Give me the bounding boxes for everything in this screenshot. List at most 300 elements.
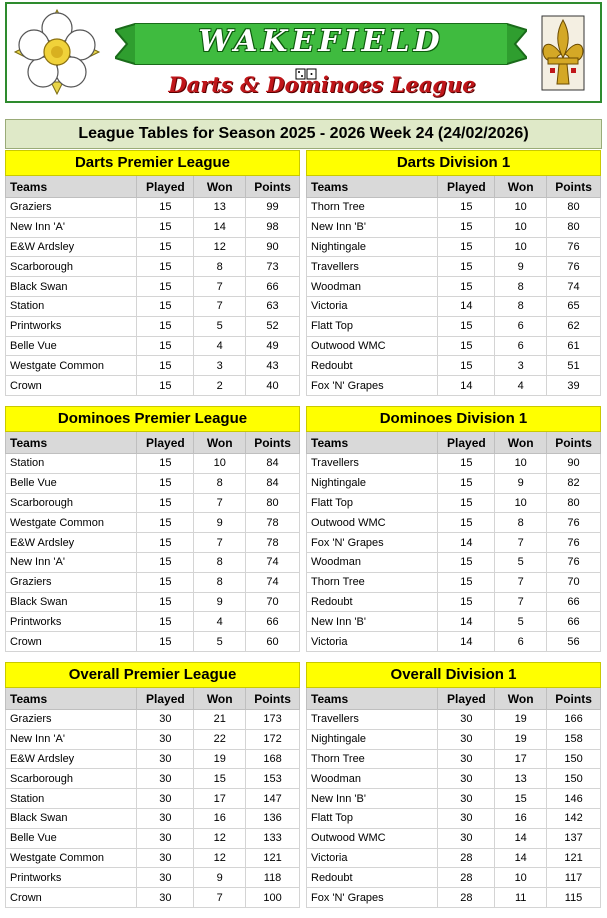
played-value: 15 — [438, 552, 495, 572]
table-row — [6, 789, 300, 809]
table-row — [6, 749, 300, 769]
won-value: 12 — [194, 237, 246, 257]
won-value: 6 — [495, 336, 547, 356]
team-name: Outwood WMC — [307, 828, 438, 848]
table-row — [6, 493, 300, 513]
table-row — [6, 356, 300, 376]
team-name: E&W Ardsley — [6, 237, 137, 257]
won-value: 9 — [194, 868, 246, 888]
points-value: 76 — [547, 237, 601, 257]
table-row — [307, 612, 601, 632]
points-value: 74 — [246, 552, 300, 572]
points-value: 168 — [246, 749, 300, 769]
won-value: 15 — [495, 789, 547, 809]
played-value: 30 — [438, 729, 495, 749]
team-name: Station — [6, 296, 137, 316]
team-name: Flatt Top — [307, 493, 438, 513]
won-value: 7 — [194, 296, 246, 316]
played-value: 15 — [137, 612, 194, 632]
table-row — [6, 336, 300, 356]
won-value: 8 — [194, 572, 246, 592]
table-row — [307, 729, 601, 749]
table-row — [307, 237, 601, 257]
won-value: 4 — [194, 612, 246, 632]
col-won: Won — [495, 688, 547, 710]
team-name: Station — [6, 789, 137, 809]
table-row — [307, 769, 601, 789]
team-name: Travellers — [307, 710, 438, 730]
won-value: 10 — [495, 868, 547, 888]
points-value: 99 — [246, 198, 300, 218]
table-row — [6, 710, 300, 730]
table-row — [307, 376, 601, 396]
points-value: 166 — [547, 710, 601, 730]
col-teams: Teams — [307, 176, 438, 198]
table-row — [307, 257, 601, 277]
team-name: Belle Vue — [6, 473, 137, 493]
won-value: 7 — [495, 572, 547, 592]
points-value: 76 — [547, 513, 601, 533]
won-value: 10 — [495, 217, 547, 237]
points-value: 61 — [547, 336, 601, 356]
won-value: 7 — [194, 533, 246, 553]
table-row — [6, 632, 300, 652]
won-value: 19 — [194, 749, 246, 769]
points-value: 74 — [246, 572, 300, 592]
won-value: 13 — [194, 198, 246, 218]
played-value: 28 — [438, 848, 495, 868]
played-value: 15 — [438, 316, 495, 336]
team-name: Outwood WMC — [307, 336, 438, 356]
col-points: Points — [246, 176, 300, 198]
won-value: 12 — [194, 828, 246, 848]
table-row — [307, 217, 601, 237]
col-won: Won — [194, 176, 246, 198]
table-row — [307, 493, 601, 513]
won-value: 19 — [495, 729, 547, 749]
team-name: Black Swan — [6, 808, 137, 828]
points-value: 150 — [547, 769, 601, 789]
points-value: 90 — [547, 454, 601, 474]
col-points: Points — [547, 432, 601, 454]
team-name: Woodman — [307, 769, 438, 789]
table-row — [6, 454, 300, 474]
points-value: 73 — [246, 257, 300, 277]
table-row — [307, 277, 601, 297]
col-played: Played — [137, 176, 194, 198]
table-row — [6, 828, 300, 848]
played-value: 28 — [438, 888, 495, 908]
points-value: 115 — [547, 888, 601, 908]
team-name: Redoubt — [307, 356, 438, 376]
table-row — [307, 296, 601, 316]
table-row — [307, 513, 601, 533]
league-title: WAKEFIELD — [198, 24, 444, 59]
column-header-row — [6, 432, 300, 454]
table-row — [6, 592, 300, 612]
won-value: 14 — [495, 848, 547, 868]
table-row — [307, 316, 601, 336]
won-value: 15 — [194, 769, 246, 789]
won-value: 3 — [495, 356, 547, 376]
points-value: 173 — [246, 710, 300, 730]
played-value: 14 — [438, 632, 495, 652]
played-value: 15 — [438, 277, 495, 297]
played-value: 15 — [137, 198, 194, 218]
table-row — [6, 848, 300, 868]
played-value: 15 — [137, 217, 194, 237]
team-name: Redoubt — [307, 868, 438, 888]
played-value: 15 — [137, 376, 194, 396]
table-row — [307, 356, 601, 376]
darts-premier-league-table — [5, 150, 300, 396]
table-row — [6, 769, 300, 789]
team-name: Westgate Common — [6, 848, 137, 868]
team-name: Victoria — [307, 296, 438, 316]
table-title: Darts Premier League — [6, 151, 300, 176]
won-value: 4 — [194, 336, 246, 356]
won-value: 10 — [495, 237, 547, 257]
team-name: Westgate Common — [6, 513, 137, 533]
won-value: 6 — [495, 316, 547, 336]
table-row — [6, 729, 300, 749]
points-value: 66 — [547, 612, 601, 632]
played-value: 15 — [438, 454, 495, 474]
column-header-row — [6, 688, 300, 710]
table-row — [6, 257, 300, 277]
team-name: Travellers — [307, 454, 438, 474]
played-value: 14 — [438, 296, 495, 316]
won-value: 7 — [194, 277, 246, 297]
won-value: 9 — [495, 257, 547, 277]
team-name: Printworks — [6, 868, 137, 888]
darts-division-1-table — [306, 150, 601, 396]
col-won: Won — [495, 432, 547, 454]
played-value: 30 — [438, 769, 495, 789]
played-value: 15 — [137, 513, 194, 533]
played-value: 30 — [438, 789, 495, 809]
table-row — [307, 632, 601, 652]
played-value: 30 — [137, 828, 194, 848]
team-name: Westgate Common — [6, 356, 137, 376]
team-name: Belle Vue — [6, 336, 137, 356]
team-name: Travellers — [307, 257, 438, 277]
played-value: 30 — [137, 710, 194, 730]
team-name: Scarborough — [6, 769, 137, 789]
won-value: 10 — [495, 493, 547, 513]
played-value: 15 — [137, 296, 194, 316]
won-value: 7 — [194, 493, 246, 513]
col-teams: Teams — [307, 432, 438, 454]
played-value: 30 — [438, 710, 495, 730]
table-row — [307, 552, 601, 572]
won-value: 5 — [495, 612, 547, 632]
points-value: 80 — [547, 198, 601, 218]
points-value: 76 — [547, 552, 601, 572]
table-title: Dominoes Premier League — [6, 407, 300, 432]
table-row — [307, 336, 601, 356]
played-value: 30 — [137, 868, 194, 888]
table-row — [307, 828, 601, 848]
team-name: E&W Ardsley — [6, 749, 137, 769]
won-value: 14 — [495, 828, 547, 848]
points-value: 137 — [547, 828, 601, 848]
played-value: 15 — [137, 473, 194, 493]
won-value: 16 — [194, 808, 246, 828]
played-value: 15 — [137, 356, 194, 376]
col-teams: Teams — [6, 432, 137, 454]
table-row — [6, 612, 300, 632]
points-value: 142 — [547, 808, 601, 828]
points-value: 90 — [246, 237, 300, 257]
played-value: 15 — [137, 316, 194, 336]
table-row — [6, 376, 300, 396]
team-name: Flatt Top — [307, 808, 438, 828]
table-row — [6, 473, 300, 493]
table-row — [307, 473, 601, 493]
won-value: 8 — [194, 473, 246, 493]
won-value: 10 — [194, 454, 246, 474]
won-value: 5 — [495, 552, 547, 572]
won-value: 7 — [194, 888, 246, 908]
played-value: 30 — [137, 789, 194, 809]
team-name: Crown — [6, 632, 137, 652]
table-row — [307, 848, 601, 868]
played-value: 30 — [438, 808, 495, 828]
points-value: 43 — [246, 356, 300, 376]
team-name: Graziers — [6, 710, 137, 730]
points-value: 56 — [547, 632, 601, 652]
won-value: 22 — [194, 729, 246, 749]
col-teams: Teams — [307, 688, 438, 710]
points-value: 62 — [547, 316, 601, 336]
points-value: 65 — [547, 296, 601, 316]
played-value: 30 — [137, 729, 194, 749]
points-value: 66 — [547, 592, 601, 612]
played-value: 28 — [438, 868, 495, 888]
points-value: 118 — [246, 868, 300, 888]
played-value: 14 — [438, 533, 495, 553]
points-value: 76 — [547, 257, 601, 277]
col-played: Played — [137, 432, 194, 454]
table-row — [307, 592, 601, 612]
won-value: 16 — [495, 808, 547, 828]
played-value: 15 — [438, 572, 495, 592]
team-name: Scarborough — [6, 493, 137, 513]
won-value: 10 — [495, 198, 547, 218]
played-value: 30 — [438, 749, 495, 769]
won-value: 8 — [495, 513, 547, 533]
table-title: Overall Premier League — [6, 663, 300, 688]
points-value: 84 — [246, 454, 300, 474]
dominoes-premier-league-table — [5, 406, 300, 652]
played-value: 14 — [438, 376, 495, 396]
team-name: Flatt Top — [307, 316, 438, 336]
overall-premier-league-table — [5, 662, 300, 908]
table-row — [6, 217, 300, 237]
won-value: 5 — [194, 632, 246, 652]
points-value: 147 — [246, 789, 300, 809]
points-value: 133 — [246, 828, 300, 848]
points-value: 136 — [246, 808, 300, 828]
table-title: Dominoes Division 1 — [307, 407, 601, 432]
team-name: Victoria — [307, 632, 438, 652]
points-value: 63 — [246, 296, 300, 316]
played-value: 30 — [137, 808, 194, 828]
team-name: Graziers — [6, 198, 137, 218]
team-name: Fox 'N' Grapes — [307, 533, 438, 553]
points-value: 146 — [547, 789, 601, 809]
played-value: 15 — [137, 493, 194, 513]
table-row — [307, 572, 601, 592]
played-value: 14 — [438, 612, 495, 632]
won-value: 3 — [194, 356, 246, 376]
team-name: New Inn 'A' — [6, 217, 137, 237]
table-row — [6, 198, 300, 218]
points-value: 66 — [246, 277, 300, 297]
points-value: 82 — [547, 473, 601, 493]
points-value: 60 — [246, 632, 300, 652]
col-teams: Teams — [6, 176, 137, 198]
played-value: 15 — [438, 217, 495, 237]
points-value: 40 — [246, 376, 300, 396]
team-name: New Inn 'A' — [6, 729, 137, 749]
played-value: 30 — [438, 828, 495, 848]
won-value: 10 — [495, 454, 547, 474]
column-header-row — [307, 432, 601, 454]
played-value: 15 — [438, 473, 495, 493]
fleur-de-lis-icon — [532, 8, 594, 98]
col-points: Points — [246, 432, 300, 454]
table-title: Overall Division 1 — [307, 663, 601, 688]
team-name: Printworks — [6, 316, 137, 336]
won-value: 8 — [194, 552, 246, 572]
won-value: 19 — [495, 710, 547, 730]
table-row — [307, 533, 601, 553]
team-name: Station — [6, 454, 137, 474]
played-value: 15 — [438, 513, 495, 533]
team-name: Black Swan — [6, 277, 137, 297]
points-value: 66 — [246, 612, 300, 632]
team-name: Thorn Tree — [307, 572, 438, 592]
table-row — [6, 572, 300, 592]
col-played: Played — [137, 688, 194, 710]
played-value: 15 — [438, 237, 495, 257]
table-row — [307, 808, 601, 828]
points-value: 153 — [246, 769, 300, 789]
team-name: Belle Vue — [6, 828, 137, 848]
col-points: Points — [246, 688, 300, 710]
points-value: 158 — [547, 729, 601, 749]
team-name: Black Swan — [6, 592, 137, 612]
team-name: E&W Ardsley — [6, 533, 137, 553]
points-value: 121 — [547, 848, 601, 868]
column-header-row — [307, 688, 601, 710]
played-value: 15 — [438, 356, 495, 376]
team-name: Nightingale — [307, 729, 438, 749]
won-value: 14 — [194, 217, 246, 237]
season-title: League Tables for Season 2025 - 2026 Week 24 (24/02/2026) — [5, 119, 602, 149]
team-name: Graziers — [6, 572, 137, 592]
won-value: 21 — [194, 710, 246, 730]
won-value: 9 — [194, 513, 246, 533]
table-row — [6, 296, 300, 316]
points-value: 51 — [547, 356, 601, 376]
points-value: 39 — [547, 376, 601, 396]
team-name: Nightingale — [307, 473, 438, 493]
table-row — [307, 454, 601, 474]
team-name: Woodman — [307, 277, 438, 297]
table-row — [307, 888, 601, 908]
won-value: 11 — [495, 888, 547, 908]
table-row — [6, 888, 300, 908]
won-value: 8 — [495, 277, 547, 297]
won-value: 13 — [495, 769, 547, 789]
played-value: 30 — [137, 769, 194, 789]
won-value: 12 — [194, 848, 246, 868]
col-played: Played — [438, 176, 495, 198]
played-value: 15 — [137, 533, 194, 553]
points-value: 150 — [547, 749, 601, 769]
league-subtitle: Darts & Dominoes League — [168, 72, 476, 97]
table-title: Darts Division 1 — [307, 151, 601, 176]
col-teams: Teams — [6, 688, 137, 710]
won-value: 7 — [495, 533, 547, 553]
team-name: Outwood WMC — [307, 513, 438, 533]
points-value: 70 — [246, 592, 300, 612]
col-points: Points — [547, 176, 601, 198]
won-value: 17 — [495, 749, 547, 769]
played-value: 15 — [137, 336, 194, 356]
table-row — [307, 789, 601, 809]
team-name: Thorn Tree — [307, 749, 438, 769]
team-name: Fox 'N' Grapes — [307, 376, 438, 396]
played-value: 15 — [438, 592, 495, 612]
points-value: 78 — [246, 513, 300, 533]
played-value: 15 — [137, 237, 194, 257]
table-row — [307, 198, 601, 218]
won-value: 5 — [194, 316, 246, 336]
played-value: 15 — [137, 277, 194, 297]
won-value: 6 — [495, 632, 547, 652]
points-value: 98 — [246, 217, 300, 237]
played-value: 15 — [137, 572, 194, 592]
team-name: Woodman — [307, 552, 438, 572]
won-value: 9 — [194, 592, 246, 612]
col-played: Played — [438, 432, 495, 454]
team-name: Thorn Tree — [307, 198, 438, 218]
points-value: 172 — [246, 729, 300, 749]
points-value: 52 — [246, 316, 300, 336]
col-points: Points — [547, 688, 601, 710]
team-name: New Inn 'B' — [307, 612, 438, 632]
played-value: 15 — [137, 257, 194, 277]
column-header-row — [307, 176, 601, 198]
played-value: 30 — [137, 888, 194, 908]
team-name: Printworks — [6, 612, 137, 632]
team-name: Victoria — [307, 848, 438, 868]
table-row — [6, 808, 300, 828]
team-name: Crown — [6, 888, 137, 908]
table-row — [6, 552, 300, 572]
points-value: 49 — [246, 336, 300, 356]
played-value: 30 — [137, 848, 194, 868]
played-value: 15 — [438, 493, 495, 513]
points-value: 74 — [547, 277, 601, 297]
team-name: Nightingale — [307, 237, 438, 257]
played-value: 15 — [137, 552, 194, 572]
site-header — [5, 2, 602, 103]
